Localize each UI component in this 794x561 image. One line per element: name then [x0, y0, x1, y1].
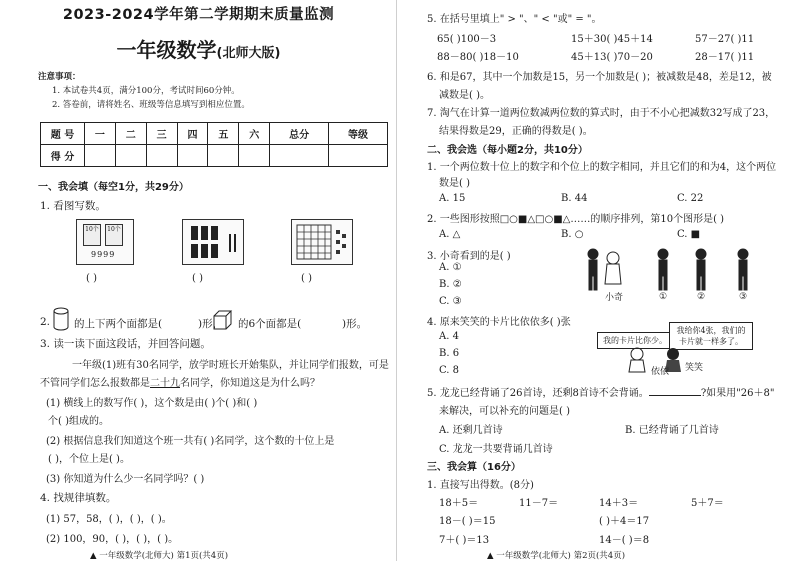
score-col-4: 四	[177, 123, 208, 145]
option-c[interactable]: C. 22	[677, 193, 704, 204]
speech-bubble-2-line-2: 卡片就一样多了。	[679, 337, 743, 346]
figure-caption: 小奇	[605, 293, 624, 303]
option-c[interactable]: C. ③	[439, 296, 462, 307]
score-col-1: 一	[85, 123, 116, 145]
calc-6: ( )＋4＝17	[599, 516, 650, 527]
compare-1: 65( )100－3	[437, 34, 497, 45]
option-c[interactable]: C. ■	[677, 229, 701, 240]
score-cell[interactable]	[146, 145, 177, 167]
compare-2: 15＋30( )45＋14	[571, 34, 653, 45]
calc-1: 18＋5＝	[439, 498, 479, 509]
option-b[interactable]: B. 6	[439, 348, 460, 359]
score-col-5: 五	[208, 123, 239, 145]
page-2	[397, 0, 794, 561]
speech-bubble-1: 我的卡片比你少。	[597, 332, 673, 349]
question-2-text-d: )形。	[342, 318, 368, 330]
question-6: 6. 和是67，其中一个加数是15，另一个加数是( )；被减数是48，差是12，被	[427, 72, 772, 83]
score-col-total: 总分	[270, 123, 329, 145]
figure-label-3: ③	[739, 292, 748, 302]
s2-question-5	[427, 384, 774, 399]
s2-question-1-continued: 数是( )	[439, 178, 470, 189]
score-cell[interactable]	[239, 145, 270, 167]
q3-paragraph-line-1: 一年级(1)班有30名同学，放学时班长开始集队，并让同学们报数，可是	[72, 360, 389, 371]
bundle-box: 10个	[105, 224, 123, 246]
edition-label: (北师大版)	[216, 46, 281, 61]
section-2-heading: 二、我会选（每小题2分，共10分）	[427, 145, 588, 156]
exam-title: 2023-2024学年第二学期期末质量监测	[62, 7, 335, 23]
q4-sub-1: (1) 57，58，( )，( )，( )。	[46, 514, 172, 525]
score-row-label: 得 分	[41, 145, 85, 167]
cylinder-icon	[52, 306, 70, 332]
score-col-6: 六	[239, 123, 270, 145]
option-a[interactable]: A. 15	[439, 193, 466, 204]
s2q5-text-b: ?如果用"26＋8"	[700, 388, 775, 399]
subject-title	[0, 34, 397, 63]
figure-label-2: ②	[697, 292, 706, 302]
score-cell[interactable]	[208, 145, 239, 167]
compare-4: 88－80( )18－10	[437, 52, 519, 63]
q3-sub-1: (1) 横线上的数写作( )，这个数是由( )个( )和( )	[46, 398, 258, 409]
name-yiyi: 依依	[651, 367, 670, 377]
question-1: 1. 看图写数。	[40, 200, 106, 212]
q3-sub-2-continued: ( )，个位上是( )。	[48, 454, 130, 465]
option-b[interactable]: B. ②	[439, 279, 462, 290]
option-b[interactable]: B. 44	[561, 193, 588, 204]
calc-4: 5＋7＝	[691, 498, 724, 509]
q3-paragraph-line-2	[40, 374, 320, 389]
score-cell[interactable]	[270, 145, 329, 167]
score-col-2: 二	[115, 123, 146, 145]
q3-sub-1-continued: 个( )组成的。	[48, 416, 109, 427]
figure-label-1: ①	[659, 292, 668, 302]
score-cell[interactable]	[177, 145, 208, 167]
q3-text-part-a: 不管同学们怎么报数都是	[40, 378, 150, 389]
note-1: 1. 本试卷共4页，满分100分，考试时间60分钟。	[52, 86, 240, 96]
s2-question-2: 2. 一些图形按照□○■△□○■△……的顺序排列，第10个图形是( )	[427, 214, 725, 225]
s2q5-text-a: 5. 龙龙已经背诵了26首诗，还剩8首诗不会背诵。	[427, 388, 649, 399]
note-2: 2. 答卷前，请将姓名、班级等信息填写到相应位置。	[52, 100, 250, 110]
compare-5: 45＋13( )70－20	[571, 52, 653, 63]
figure-square-grid	[291, 219, 353, 265]
score-col-grade: 等级	[329, 123, 388, 145]
s2-question-4: 4. 原来笑笑的卡片比依依多( )张	[427, 317, 571, 328]
answer-blank-1[interactable]: ( )	[86, 273, 97, 284]
figure-stick-bundles	[76, 219, 134, 265]
calc-7: 7＋( )＝13	[439, 535, 490, 546]
square-grid-icon	[292, 220, 354, 266]
s2-question-3: 3. 小奇看到的是( )	[427, 251, 511, 262]
score-col-3: 三	[146, 123, 177, 145]
viewpoint-figures	[575, 246, 765, 302]
question-2-text-a: 的上下两个面都是(	[74, 318, 163, 330]
figure-counter-bars	[182, 219, 244, 265]
cube-icon	[212, 309, 234, 331]
s3-question-1: 1. 直接写出得数。(8分)	[427, 480, 534, 491]
option-a[interactable]: A. △	[439, 229, 461, 240]
page-footer-2: ▲ 一年级数学(北师大) 第2页(共4页)	[487, 551, 626, 561]
option-c[interactable]: C. 8	[439, 365, 460, 376]
q3-sub-2: (2) 根据信息我们知道这个班一共有( )名同学，这个数的十位上是	[46, 436, 335, 447]
underlined-number: 二十九	[150, 378, 180, 389]
calc-5: 18－( )＝15	[439, 516, 496, 527]
score-cell[interactable]	[85, 145, 116, 167]
notes-heading: 注意事项：	[38, 72, 81, 82]
question-3: 3. 读一读下面这段话，并回答问题。	[40, 338, 211, 350]
calc-3: 14＋3＝	[599, 498, 639, 509]
answer-blank-2[interactable]: ( )	[192, 273, 203, 284]
question-4: 4. 找规律填数。	[40, 492, 117, 504]
compare-6: 28－17( )11	[695, 52, 755, 63]
q3-text-part-b: 名同学，你知道这是为什么吗？	[180, 378, 320, 389]
q4-sub-2: (2) 100，90，( )，( )，( )。	[46, 534, 179, 545]
calc-8: 14－( )＝8	[599, 535, 650, 546]
question-7-continued: 结果得数是29，正确的得数是( )。	[439, 126, 593, 137]
page-footer-1: ▲ 一年级数学(北师大) 第1页(共4页)	[90, 551, 229, 561]
calc-2: 11－7＝	[519, 498, 559, 509]
question-2-number: 2.	[40, 316, 51, 328]
score-cell[interactable]	[329, 145, 388, 167]
score-entry-row	[41, 145, 388, 167]
speech-bubble-2-line-1: 我给你4张，我们的	[676, 326, 746, 335]
question-2-text-b: )形，	[198, 318, 224, 330]
option-a[interactable]: A. 还剩几首诗	[439, 425, 503, 436]
question-7: 7. 淘气在计算一道两位数减两位数的算式时，由于不小心把减数32写成了23，	[427, 108, 776, 119]
option-b[interactable]: B. ○	[561, 229, 584, 240]
s2-question-5-continued: 来解决，可以补充的问题是( )	[439, 406, 570, 417]
q3-sub-3: (3) 你知道为什么少一名同学吗？( )	[46, 474, 205, 485]
score-table	[40, 122, 388, 167]
question-6-continued: 减数是( )。	[439, 90, 490, 101]
single-sticks: 9999	[91, 250, 116, 259]
option-a[interactable]: A. 4	[439, 331, 459, 342]
name-xiaoxiao: 笑笑	[685, 363, 704, 373]
option-b[interactable]: B. 已经背诵了几首诗	[625, 425, 719, 436]
bundle-box: 10个	[83, 224, 101, 246]
fill-line[interactable]	[649, 395, 701, 396]
score-col-label: 题 号	[41, 123, 85, 145]
counter-bars-icon	[183, 220, 245, 266]
score-cell[interactable]	[115, 145, 146, 167]
option-c[interactable]: C. 龙龙一共要背诵几首诗	[439, 444, 553, 455]
subject-name: 一年级数学	[116, 38, 217, 62]
score-header-row	[41, 123, 388, 145]
s2-question-1: 1. 一个两位数十位上的数字和个位上的数字相同，并且它们的和为4，这个两位	[427, 162, 777, 173]
option-a[interactable]: A. ①	[439, 262, 462, 273]
section-3-heading: 三、我会算（16分）	[427, 462, 521, 473]
answer-blank-3[interactable]: ( )	[301, 273, 312, 284]
question-2-text-c: 的6个面都是(	[238, 318, 302, 330]
question-5: 5. 在括号里填上" > "、" < "或" = "。	[427, 14, 602, 25]
compare-3: 57－27( )11	[695, 34, 755, 45]
section-1-heading: 一、我会填（每空1分，共29分）	[38, 182, 189, 193]
